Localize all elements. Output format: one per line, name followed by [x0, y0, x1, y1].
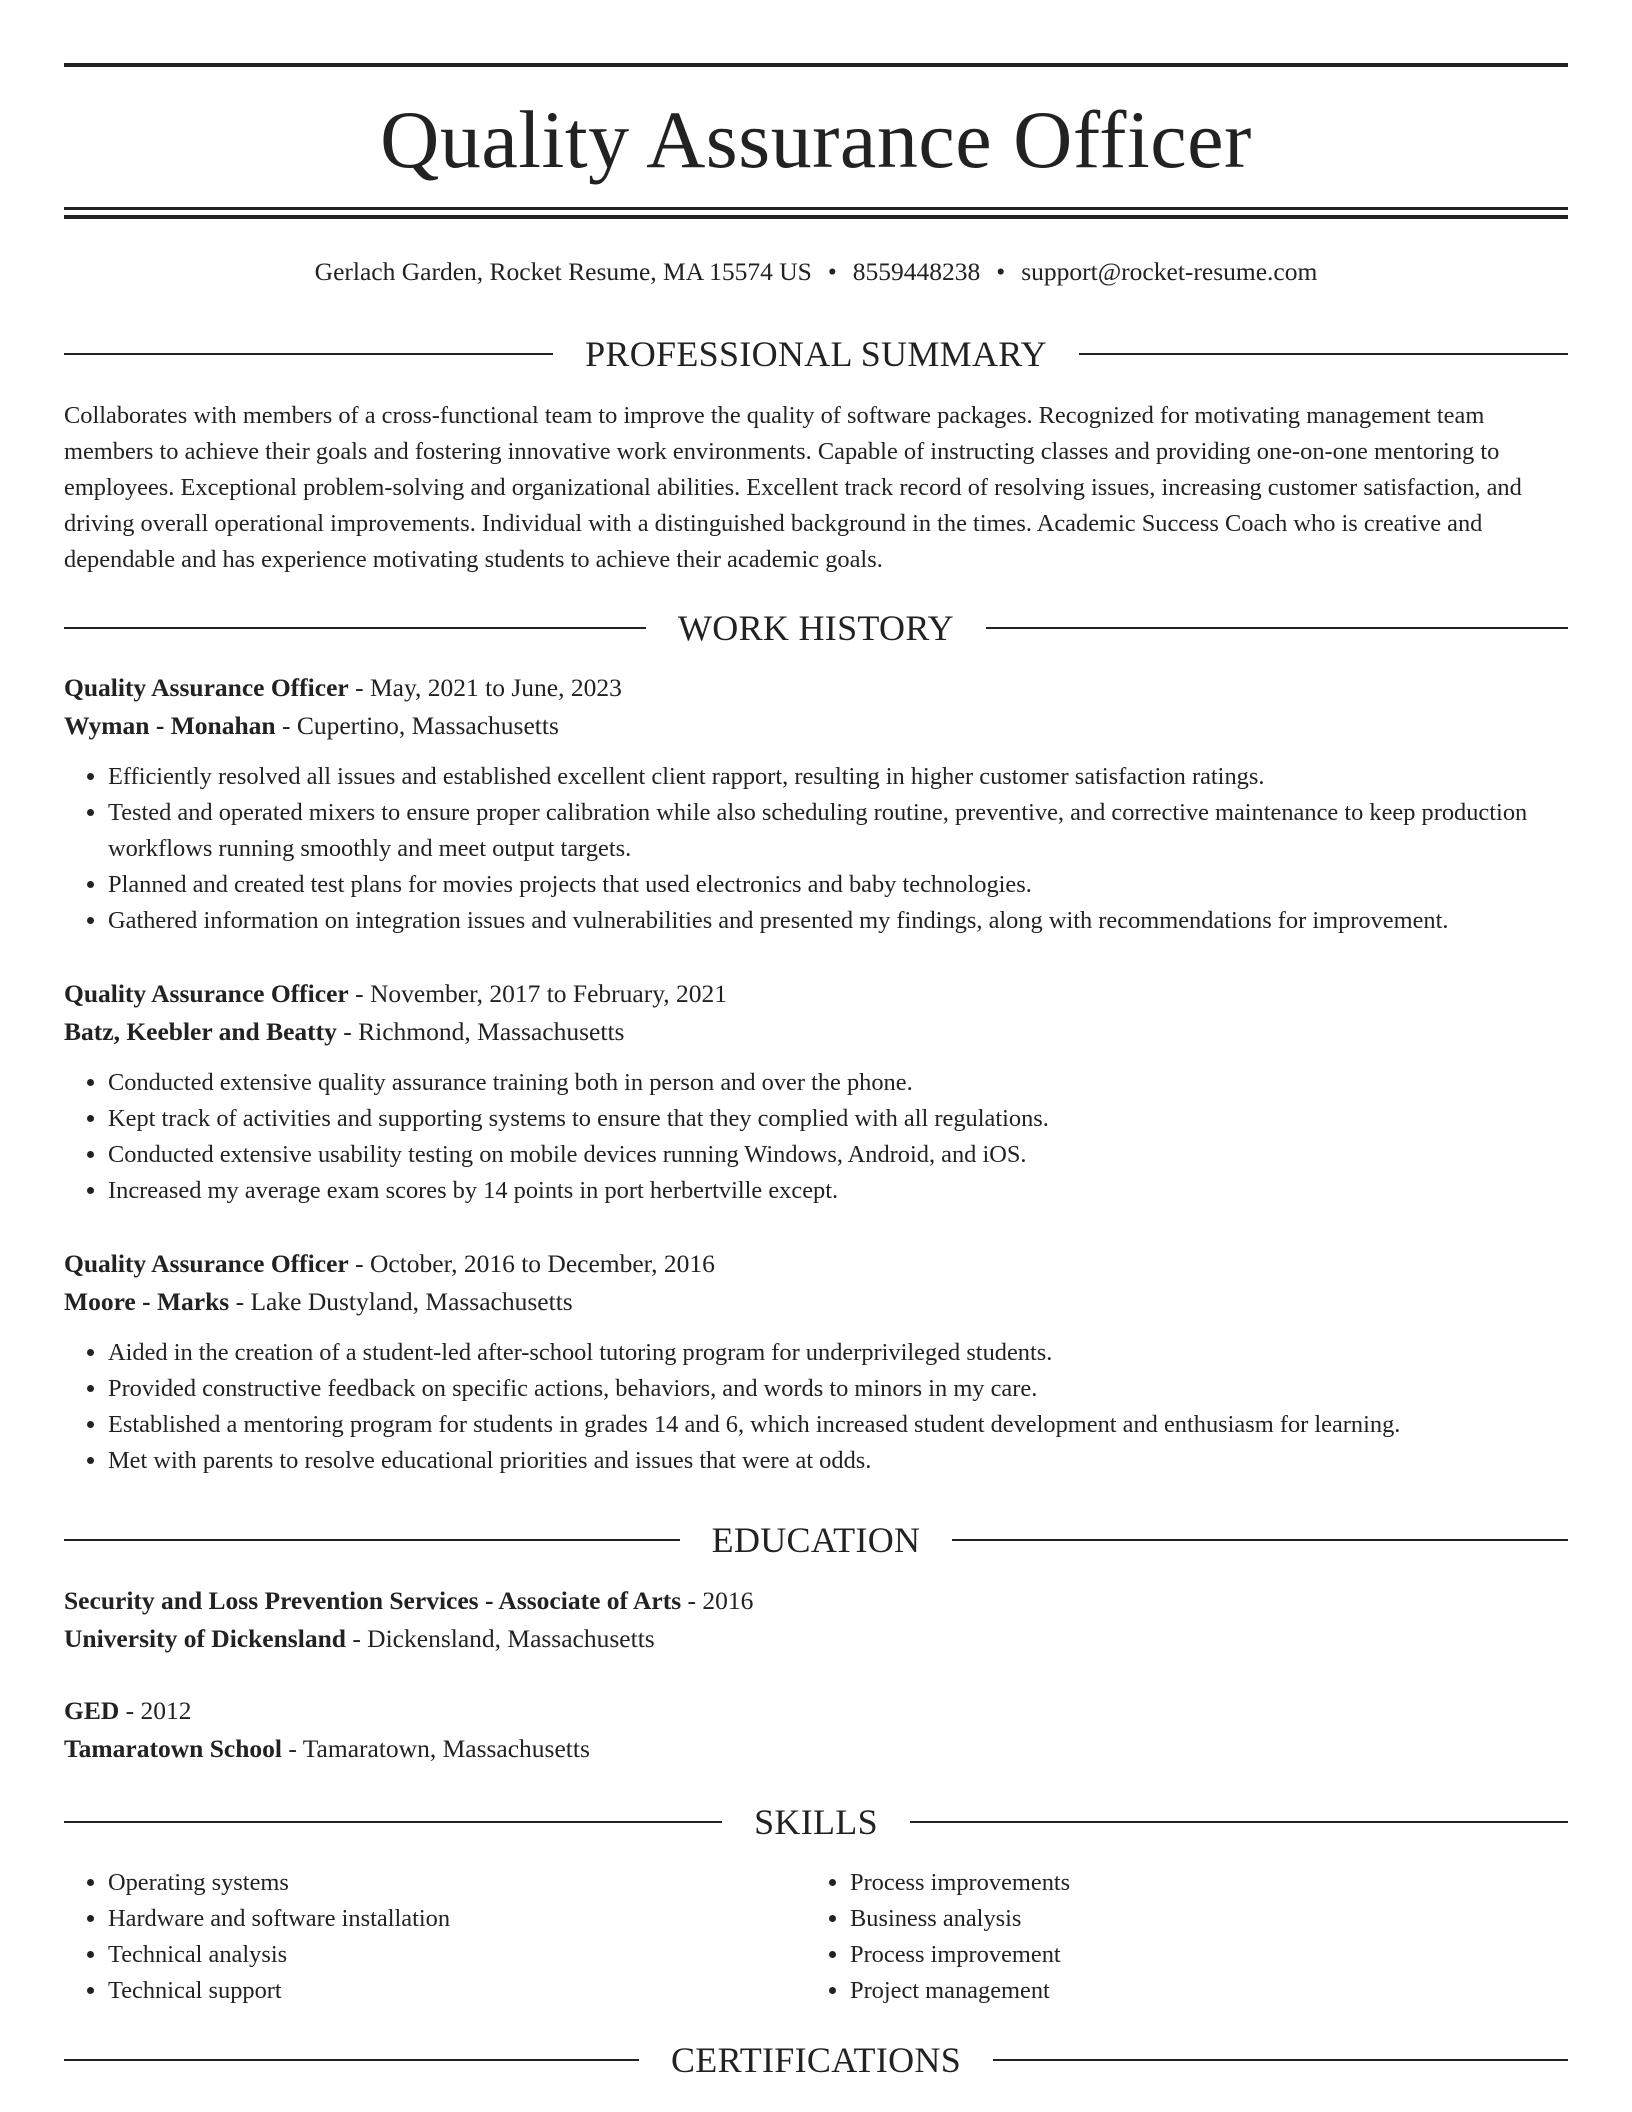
section-title: EDUCATION	[711, 1520, 921, 1560]
job-company: Batz, Keebler and Beatty	[64, 1017, 337, 1046]
double-rule	[64, 207, 1568, 219]
job-location: - Cupertino, Massachusetts	[275, 711, 559, 740]
job-bullets	[64, 1065, 1568, 1209]
job-bullet: • Conducted extensive quality assurance training both in person and over the phone.	[108, 1065, 1568, 1101]
job-company-line	[64, 707, 1568, 745]
skills-list	[64, 1865, 1568, 2009]
job-title: Quality Assurance Officer	[64, 1249, 349, 1278]
job-title-line	[64, 1245, 1568, 1283]
job-bullet: • Met with parents to resolve educational priorities and issues that were at odds.	[108, 1443, 1568, 1479]
section-heading-certifications	[64, 2038, 1568, 2082]
education-entry	[64, 1582, 1568, 1658]
job-bullets	[64, 1335, 1568, 1479]
degree-year: - 2016	[681, 1586, 754, 1615]
education-entry	[64, 1692, 1568, 1768]
contact-email: support@rocket-resume.com	[1021, 257, 1318, 286]
degree-line	[64, 1582, 1568, 1620]
job-bullet: • Planned and created test plans for movies projects that used electronics and baby technologies.	[108, 867, 1568, 903]
job-title-line	[64, 975, 1568, 1013]
heading-rule	[910, 1821, 1568, 1823]
job-bullet: • Provided constructive feedback on specific actions, behaviors, and words to minors in my care.	[108, 1371, 1568, 1407]
section-heading-education	[64, 1518, 1568, 1562]
job-bullet: • Established a mentoring program for students in grades 14 and 6, which increased student development and enthusiasm for learning.	[108, 1407, 1568, 1443]
job-company: Wyman - Monahan	[64, 711, 276, 740]
job-entry	[64, 975, 1568, 1209]
skill-item: • Process improvements	[850, 1865, 1548, 1901]
job-company-line	[64, 1013, 1568, 1051]
skill-item: • Technical analysis	[108, 1937, 806, 1973]
heading-rule	[64, 627, 646, 629]
job-bullet: • Aided in the creation of a student-led after-school tutoring program for underprivileged students.	[108, 1335, 1568, 1371]
school-location: - Dickensland, Massachusetts	[345, 1624, 655, 1653]
section-title: PROFESSIONAL SUMMARY	[585, 334, 1047, 374]
skill-item: • Project management	[850, 1973, 1548, 2009]
degree: GED	[64, 1696, 120, 1725]
job-company-line	[64, 1283, 1568, 1321]
job-bullets	[64, 759, 1568, 939]
skills-bullets	[64, 1865, 806, 2009]
heading-rule	[64, 2059, 639, 2061]
heading-rule	[993, 2059, 1568, 2061]
school-line	[64, 1730, 1568, 1768]
school-line	[64, 1620, 1568, 1658]
section-title: WORK HISTORY	[678, 608, 954, 648]
skills-bullets	[806, 1865, 1548, 2009]
skills-column-left	[64, 1865, 806, 2009]
heading-rule	[1079, 353, 1568, 355]
contact-phone: 8559448238	[852, 257, 981, 286]
degree-line	[64, 1692, 1568, 1730]
job-dates: - November, 2017 to February, 2021	[348, 979, 728, 1008]
section-heading-skills	[64, 1800, 1568, 1844]
skill-item: • Process improvement	[850, 1937, 1548, 1973]
heading-rule	[64, 1539, 680, 1541]
section-title: SKILLS	[754, 1802, 878, 1842]
resume-title: Quality Assurance Officer	[380, 94, 1252, 185]
section-heading-work	[64, 606, 1568, 650]
section-title: CERTIFICATIONS	[670, 2040, 962, 2080]
job-title: Quality Assurance Officer	[64, 979, 349, 1008]
summary-text: Collaborates with members of a cross-functional team to improve the quality of software packages. Recognized for motivating management team members to achieve their goals and fostering innovative work environments. Capable of instructing classes and providing one-on-one mentoring to employees. Exceptional problem-solving and organizational abilities. Excellent track record of resolving issues, increasing customer satisfaction, and driving overall operational improvements. Individual with a distinguished background in the times. Academic Success Coach who is creative and dependable and has experience motivating students to achieve their academic goals.	[64, 402, 1522, 573]
contact-address: Gerlach Garden, Rocket Resume, MA 15574 US	[314, 257, 812, 286]
job-bullet: • Increased my average exam scores by 14 points in port herbertville except.	[108, 1173, 1568, 1209]
contact-separator: •	[996, 257, 1006, 286]
job-dates: - October, 2016 to December, 2016	[348, 1249, 715, 1278]
job-entry	[64, 1245, 1568, 1479]
school: Tamaratown School	[64, 1734, 282, 1763]
heading-rule	[986, 627, 1568, 629]
job-location: - Richmond, Massachusetts	[336, 1017, 625, 1046]
job-bullet: • Tested and operated mixers to ensure proper calibration while also scheduling routine, preventive, and corrective maintenance to keep production workflows running smoothly and meet output targets.	[108, 795, 1568, 867]
job-title: Quality Assurance Officer	[64, 673, 349, 702]
heading-rule	[64, 353, 553, 355]
heading-rule	[952, 1539, 1568, 1541]
job-bullet: • Conducted extensive usability testing on mobile devices running Windows, Android, and iOS.	[108, 1137, 1568, 1173]
job-bullet: • Gathered information on integration issues and vulnerabilities and presented my findings, along with recommendations for improvement.	[108, 903, 1568, 939]
school-location: - Tamaratown, Massachusetts	[281, 1734, 590, 1763]
school: University of Dickensland	[64, 1624, 346, 1653]
degree: Security and Loss Prevention Services - Associate of Arts	[64, 1586, 682, 1615]
section-heading-summary	[64, 332, 1568, 376]
job-dates: - May, 2021 to June, 2023	[348, 673, 622, 702]
skill-item: • Operating systems	[108, 1865, 806, 1901]
skill-item: • Technical support	[108, 1973, 806, 2009]
job-bullet: • Kept track of activities and supporting systems to ensure that they complied with all regulations.	[108, 1101, 1568, 1137]
skill-item: • Business analysis	[850, 1901, 1548, 1937]
contact-line	[64, 255, 1568, 289]
heading-rule	[64, 1821, 722, 1823]
job-bullet: • Efficiently resolved all issues and established excellent client rapport, resulting in higher customer satisfaction ratings.	[108, 759, 1568, 795]
skill-item: • Hardware and software installation	[108, 1901, 806, 1937]
degree-year: - 2012	[119, 1696, 192, 1725]
job-entry	[64, 669, 1568, 939]
top-rule	[64, 63, 1568, 67]
job-location: - Lake Dustyland, Massachusetts	[229, 1287, 573, 1316]
job-title-line	[64, 669, 1568, 707]
skills-column-right	[806, 1865, 1548, 2009]
job-company: Moore - Marks	[64, 1287, 230, 1316]
contact-separator: •	[827, 257, 837, 286]
